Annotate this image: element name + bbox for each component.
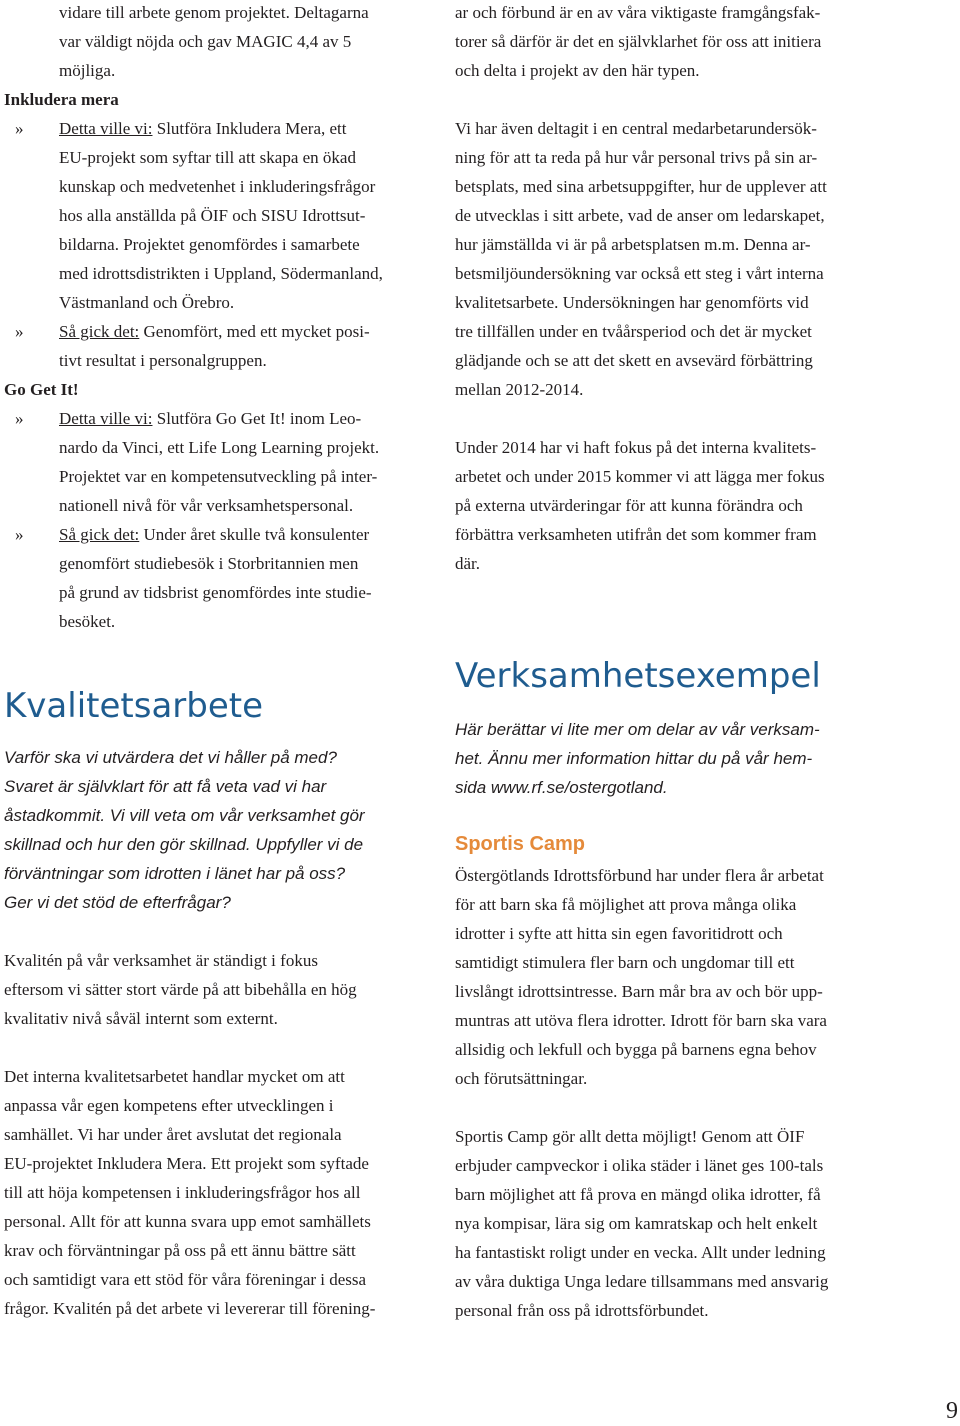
text-line: förväntningar som idrotten i länet har på oss? xyxy=(4,864,346,883)
text-line: Svaret är självklart för att få veta vad vi har xyxy=(4,777,327,796)
right-column xyxy=(455,0,895,1325)
result-lead: Så gick det: xyxy=(59,525,140,544)
kvalitetsarbete-title: Kvalitetsarbete xyxy=(4,686,264,726)
text-line: på externa utvärderingar för att kunna förändra och xyxy=(455,496,803,515)
right-paragraph-2 xyxy=(455,114,895,404)
text-line: tivt resultat i personalgruppen. xyxy=(59,351,267,370)
bullet-marker: » xyxy=(15,322,24,341)
text-line: Kvalitén på vår verksamhet är ständigt i fokus xyxy=(4,951,318,970)
sportis-camp-heading: Sportis Camp xyxy=(455,833,586,855)
verksamhetsexempel-title: Verksamhetsexempel xyxy=(455,656,821,696)
text-line: ning för att ta reda på hur vår personal trivs på sin ar- xyxy=(455,148,818,167)
text-line: där. xyxy=(455,554,481,573)
text-line: Under 2014 har vi haft fokus på det interna kvalitets- xyxy=(455,438,817,457)
text-line: med idrottsdistrikten i Uppland, Södermanland, xyxy=(59,264,383,283)
text-line: genomfört studiebesök i Storbritannien men xyxy=(59,554,359,573)
text-line: Sportis Camp gör allt detta möjligt! Genom att ÖIF xyxy=(455,1127,805,1146)
text-line: besöket. xyxy=(59,612,116,631)
text-line: Östergötlands Idrottsförbund har under flera år arbetat xyxy=(455,866,824,885)
text-line: Västmanland och Örebro. xyxy=(59,293,235,312)
text-line: Detta ville vi: Slutföra Inkludera Mera, ett xyxy=(59,119,347,138)
text-line: av våra duktiga Unga ledare tillsammans med ansvarig xyxy=(455,1272,829,1291)
text-line: tre tillfällen under en tvåårsperiod och det är mycket xyxy=(455,322,812,341)
text-line: och samtidigt vara ett stöd för våra föreningar i dessa xyxy=(4,1270,367,1289)
text-line: vidare till arbete genom projektet. Deltagarna xyxy=(59,3,369,22)
text-line: nardo da Vinci, ett Life Long Learning projekt. xyxy=(59,438,380,457)
kvalitet-paragraph-1 xyxy=(4,946,436,1033)
page-number: 9 xyxy=(946,1398,958,1424)
text-line: möjliga. xyxy=(59,61,116,80)
text-line: betsmiljöundersökning var också ett steg i vårt interna xyxy=(455,264,824,283)
text-line: ha fantastiskt roligt under en vecka. Allt under ledning xyxy=(455,1243,826,1262)
text-line: åstadkommit. Vi vill veta om vår verksamhet gör xyxy=(4,806,365,825)
result-lead: Så gick det: xyxy=(59,322,140,341)
text-line: sida www.rf.se/ostergotland. xyxy=(455,778,668,797)
text-line: de utvecklas i sitt arbete, vad de anser om ledarskapet, xyxy=(455,206,825,225)
text-line: Ger vi det stöd de efterfrågar? xyxy=(4,893,231,912)
text-line: kvalitativ nivå såväl internt som externt. xyxy=(4,1009,278,1028)
text-line: frågor. Kvalitén på det arbete vi levererar till förening- xyxy=(4,1299,376,1318)
text-line: mellan 2012-2014. xyxy=(455,380,584,399)
text-line: kvalitetsarbete. Undersökningen har genomförts vid xyxy=(455,293,809,312)
text-line: Varför ska vi utvärdera det vi håller på med? xyxy=(4,748,337,767)
text-line: Så gick det: Under året skulle två konsulenter xyxy=(59,525,370,544)
inkludera-goal-item xyxy=(4,114,436,317)
text-line: Detta ville vi: Slutföra Go Get It! inom Leo- xyxy=(59,409,362,428)
text-line: idrotter i syfte att hitta sin egen favoritidrott och xyxy=(455,924,783,943)
continued-paragraph xyxy=(4,0,436,85)
text-line: skillnad och hur den gör skillnad. Uppfyller vi de xyxy=(4,835,364,854)
gogetit-heading: Go Get It! xyxy=(4,380,79,399)
text-line: krav och förväntningar på oss på ett ännu bättre sätt xyxy=(4,1241,356,1260)
bullet-marker: » xyxy=(15,119,24,138)
text-line: samhället. Vi har under året avslutat det regionala xyxy=(4,1125,342,1144)
text-line: för att barn ska få möjlighet att prova många olika xyxy=(455,895,797,914)
text-line: samtidigt stimulera fler barn och ungdomar till ett xyxy=(455,953,795,972)
text-line: personal. Allt för att kunna svara upp emot samhällets xyxy=(4,1212,371,1231)
right-paragraph-1 xyxy=(455,0,895,85)
bullet-marker: » xyxy=(15,525,24,544)
text-line: till att höja kompetensen i inkluderingsfrågor hos all xyxy=(4,1183,361,1202)
text-line: personal från oss på idrottsförbundet. xyxy=(455,1301,709,1320)
text-line: EU-projekt som syftar till att skapa en ökad xyxy=(59,148,356,167)
inkludera-heading: Inkludera mera xyxy=(4,90,119,109)
goal-lead: Detta ville vi: xyxy=(59,409,153,428)
text-line: EU-projektet Inkludera Mera. Ett projekt som syftade xyxy=(4,1154,369,1173)
text-line: Det interna kvalitetsarbetet handlar mycket om att xyxy=(4,1067,345,1086)
text-line: och delta i projekt av den här typen. xyxy=(455,61,700,80)
text-line: bildarna. Projektet genomfördes i samarbete xyxy=(59,235,360,254)
text-line: och förutsättningar. xyxy=(455,1069,588,1088)
text-line: Projektet var en kompetensutveckling på inter- xyxy=(59,467,378,486)
text-line: Vi har även deltagit i en central medarbetarundersök- xyxy=(455,119,817,138)
text-line: muntras att utöva flera idrotter. Idrott för barn ska vara xyxy=(455,1011,827,1030)
kvalitet-paragraph-2 xyxy=(4,1062,436,1323)
bullet-marker: » xyxy=(15,409,24,428)
goal-lead: Detta ville vi: xyxy=(59,119,153,138)
text-line: torer så därför är det en självklarhet för oss att initiera xyxy=(455,32,822,51)
text-line: livslångt idrottsintresse. Barn mår bra av och bör upp- xyxy=(455,982,823,1001)
left-column xyxy=(4,0,436,1323)
text-line: betsplats, med sina arbetsuppgifter, hur de upplever att xyxy=(455,177,827,196)
text-line: hur jämställda vi är på arbetsplatsen m.m. Denna ar- xyxy=(455,235,811,254)
text-line: hos alla anställda på ÖIF och SISU Idrottsut- xyxy=(59,206,366,225)
kvalitet-intro xyxy=(4,743,436,917)
right-paragraph-3 xyxy=(455,433,895,578)
text-line: ar och förbund är en av våra viktigaste framgångsfak- xyxy=(455,3,821,22)
text-line: Här berättar vi lite mer om delar av vår verksam- xyxy=(455,720,820,739)
text-line: kunskap och medvetenhet i inkluderingsfrågor xyxy=(59,177,376,196)
text-line: eftersom vi sätter stort värde på att bibehålla en hög xyxy=(4,980,357,999)
verksamhet-intro xyxy=(455,715,895,802)
text-line: Så gick det: Genomfört, med ett mycket posi- xyxy=(59,322,370,341)
text-line: het. Ännu mer information hittar du på vår hem- xyxy=(455,749,813,768)
text-line: anpassa vår egen kompetens efter utvecklingen i xyxy=(4,1096,334,1115)
inkludera-result-item xyxy=(4,317,436,375)
sportis-paragraph-1 xyxy=(455,861,895,1093)
text-line: glädjande och se att det skett en avsevärd förbättring xyxy=(455,351,813,370)
text-line: förbättra verksamheten utifrån det som kommer fram xyxy=(455,525,817,544)
text-line: var väldigt nöjda och gav MAGIC 4,4 av 5 xyxy=(59,32,352,51)
gogetit-goal-item xyxy=(4,404,436,520)
gogetit-result-item xyxy=(4,520,436,636)
sportis-paragraph-2 xyxy=(455,1122,895,1325)
text-line: erbjuder campveckor i olika städer i länet ges 100-tals xyxy=(455,1156,824,1175)
text-line: på grund av tidsbrist genomfördes inte studie- xyxy=(59,583,372,602)
text-line: allsidig och lekfull och bygga på barnens egna behov xyxy=(455,1040,817,1059)
text-line: nya kompisar, lära sig om kamratskap och helt enkelt xyxy=(455,1214,818,1233)
text-line: barn möjlighet att få prova en mängd olika idrotter, få xyxy=(455,1185,821,1204)
text-line: nationell nivå för vår verksamhetspersonal. xyxy=(59,496,354,515)
text-line: arbetet och under 2015 kommer vi att lägga mer fokus xyxy=(455,467,825,486)
